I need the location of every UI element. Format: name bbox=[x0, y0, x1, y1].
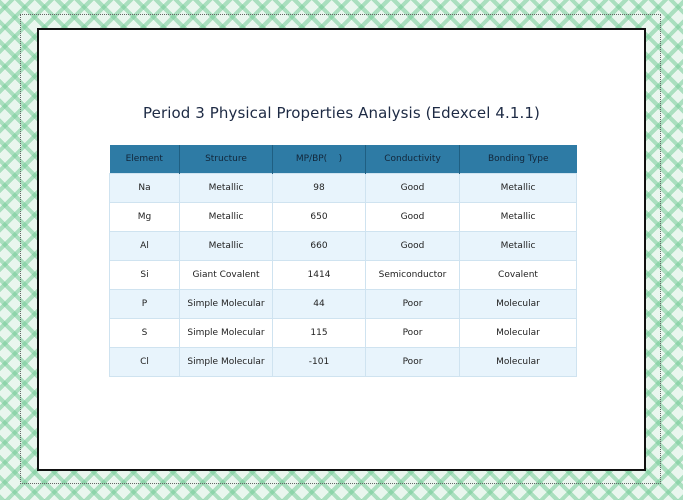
cell-bonding-type: Molecular bbox=[460, 290, 577, 319]
cell-structure: Simple Molecular bbox=[180, 290, 273, 319]
page-title: Period 3 Physical Properties Analysis (Edexcel 4.1.1) bbox=[143, 104, 540, 122]
cell-mp-bp: 98 bbox=[273, 174, 366, 203]
cell-element: S bbox=[110, 319, 180, 348]
cell-bonding-type: Molecular bbox=[460, 348, 577, 377]
cell-mp-bp: 650 bbox=[273, 203, 366, 232]
cell-element: Na bbox=[110, 174, 180, 203]
table-row bbox=[110, 348, 577, 377]
cell-element: P bbox=[110, 290, 180, 319]
cell-structure: Simple Molecular bbox=[180, 348, 273, 377]
cell-conductivity: Poor bbox=[366, 319, 460, 348]
table-row bbox=[110, 261, 577, 290]
table-row bbox=[110, 232, 577, 261]
cell-structure: Metallic bbox=[180, 203, 273, 232]
header-element: Element bbox=[110, 145, 180, 174]
cell-bonding-type: Metallic bbox=[460, 232, 577, 261]
header-bonding-type: Bonding Type bbox=[460, 145, 577, 174]
document-page bbox=[37, 28, 646, 471]
cell-conductivity: Good bbox=[366, 203, 460, 232]
cell-conductivity: Semiconductor bbox=[366, 261, 460, 290]
cell-conductivity: Good bbox=[366, 174, 460, 203]
cell-element: Si bbox=[110, 261, 180, 290]
cell-bonding-type: Metallic bbox=[460, 203, 577, 232]
header-structure: Structure bbox=[180, 145, 273, 174]
header-conductivity: Conductivity bbox=[366, 145, 460, 174]
cell-bonding-type: Metallic bbox=[460, 174, 577, 203]
cell-structure: Metallic bbox=[180, 174, 273, 203]
cell-conductivity: Good bbox=[366, 232, 460, 261]
cell-mp-bp: 115 bbox=[273, 319, 366, 348]
header-mp-bp: MP/BP( ) bbox=[273, 145, 366, 174]
cell-bonding-type: Covalent bbox=[460, 261, 577, 290]
cell-conductivity: Poor bbox=[366, 290, 460, 319]
cell-mp-bp: -101 bbox=[273, 348, 366, 377]
cell-mp-bp: 44 bbox=[273, 290, 366, 319]
cell-conductivity: Poor bbox=[366, 348, 460, 377]
table-row bbox=[110, 290, 577, 319]
cell-element: Al bbox=[110, 232, 180, 261]
cell-element: Cl bbox=[110, 348, 180, 377]
cell-mp-bp: 1414 bbox=[273, 261, 366, 290]
cell-structure: Giant Covalent bbox=[180, 261, 273, 290]
cell-bonding-type: Molecular bbox=[460, 319, 577, 348]
table-row bbox=[110, 319, 577, 348]
properties-table bbox=[109, 145, 577, 377]
table-row bbox=[110, 174, 577, 203]
cell-mp-bp: 660 bbox=[273, 232, 366, 261]
cell-structure: Simple Molecular bbox=[180, 319, 273, 348]
cell-structure: Metallic bbox=[180, 232, 273, 261]
cell-element: Mg bbox=[110, 203, 180, 232]
table-row bbox=[110, 203, 577, 232]
table-header-row bbox=[110, 145, 577, 174]
